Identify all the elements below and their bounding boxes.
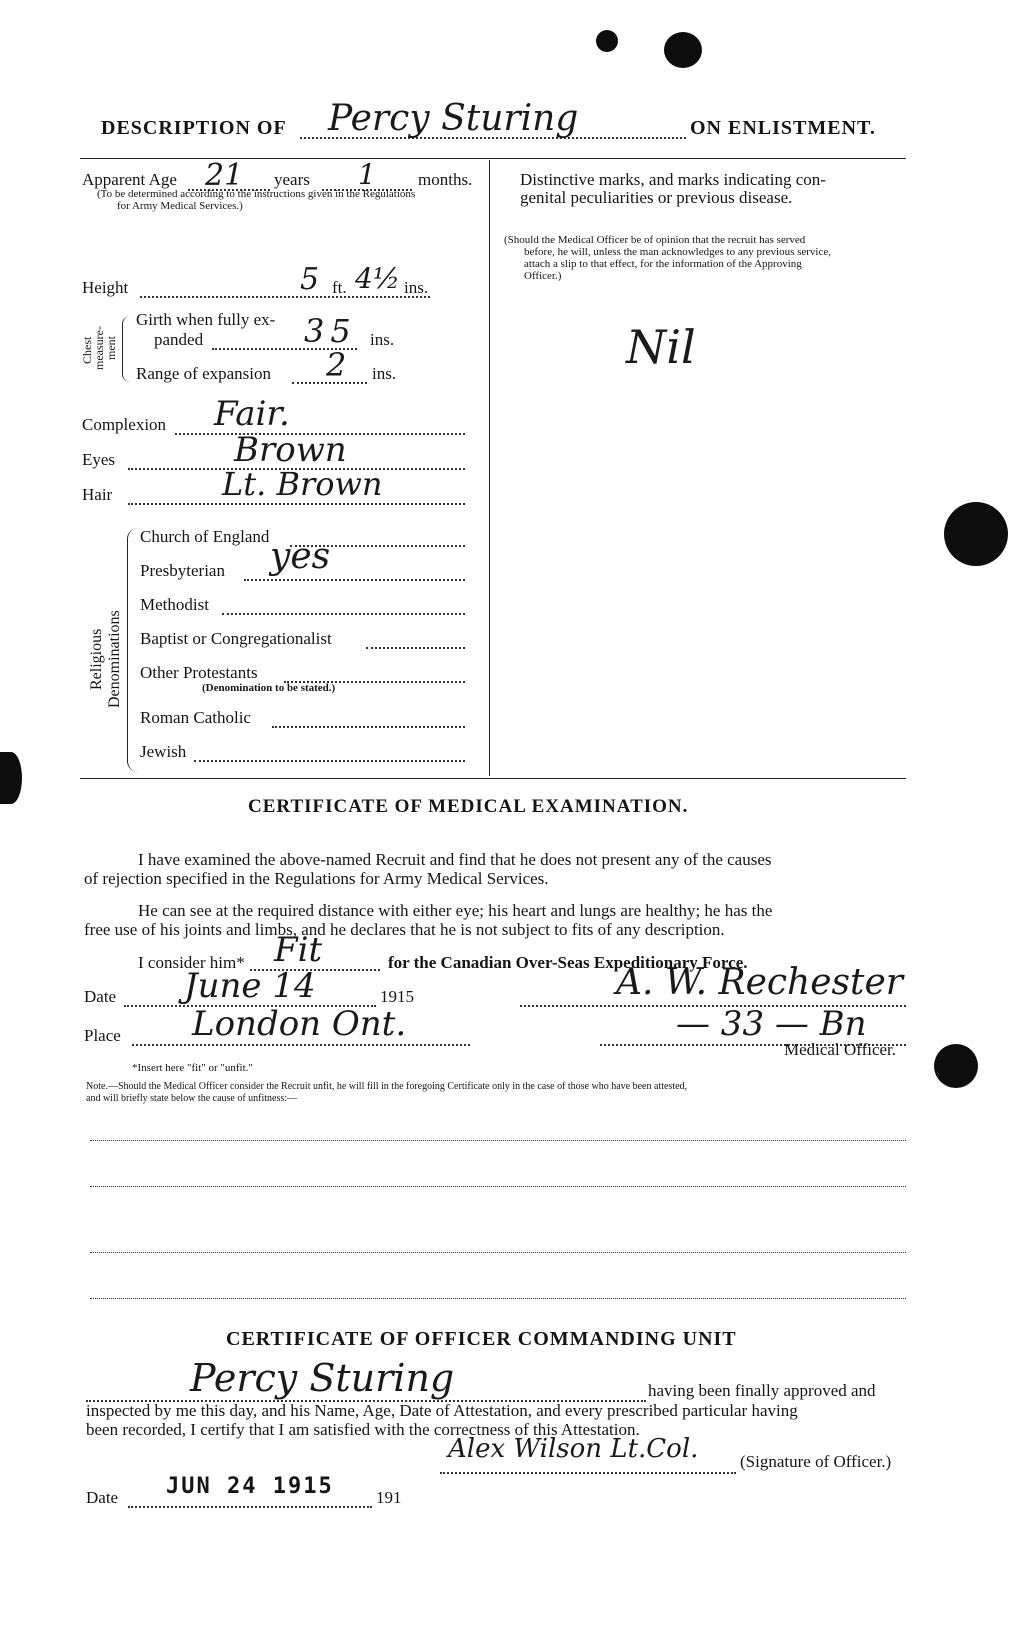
height-ft-label: ft. <box>332 278 347 297</box>
age-years-label: years <box>274 170 310 189</box>
marks-note-line3: attach a slip to that effect, for the information of the Approving <box>524 258 802 270</box>
unfitness-line-1 <box>90 1140 906 1141</box>
religion-other: Other Protestants <box>140 663 258 682</box>
marks-heading-line1: Distinctive marks, and marks indicating con- <box>520 170 826 189</box>
religion-jewish: Jewish <box>140 742 187 761</box>
chest-bracket <box>122 316 131 382</box>
religion-roman-catholic-line <box>272 726 465 728</box>
chest-range-unit: ins. <box>372 364 397 383</box>
chest-side-label-2: measure- <box>92 326 106 370</box>
commanding-date-stamp: JUN 24 1915 <box>166 1474 334 1499</box>
chest-range-label: Range of expansion <box>136 364 272 383</box>
medical-place-line <box>132 1044 470 1046</box>
medical-year-printed: 1915 <box>380 987 414 1006</box>
age-note-line2: for Army Medical Services.) <box>117 200 243 212</box>
height-line <box>140 296 430 298</box>
marks-heading-line2: genital peculiarities or previous disease. <box>520 188 793 207</box>
medical-date-value: June 14 <box>184 966 316 1006</box>
medical-footnote1: *Insert here "fit" or "unfit." <box>132 1062 253 1074</box>
commanding-name-value: Percy Sturing <box>190 1356 455 1400</box>
eyes-label: Eyes <box>82 450 116 469</box>
header-name-handwritten: Percy Sturing <box>328 98 579 139</box>
marks-note-line4: Officer.) <box>524 270 562 282</box>
height-label: Height <box>82 278 129 297</box>
medical-place-label: Place <box>84 1026 121 1045</box>
age-months-label: months. <box>418 170 473 189</box>
commanding-heading: CERTIFICATE OF OFFICER COMMANDING UNIT <box>226 1328 737 1350</box>
medical-fit-value: Fit <box>274 930 323 970</box>
chest-side-label-1: Chest <box>80 336 94 364</box>
medical-consider-suffix: for the Canadian Over-Seas Expeditionary Force. <box>388 953 748 972</box>
religion-presbyterian-line <box>244 579 465 581</box>
column-divider <box>489 160 490 776</box>
medical-footnote2-line1: Note.—Should the Medical Officer consider the Recruit unfit, he will fill in the foregoing Certificate only in the case of those who have been attested, <box>86 1081 688 1092</box>
complexion-value: Fair. <box>214 394 290 434</box>
age-months-value: 1 <box>358 158 376 191</box>
header-suffix: ON ENLISTMENT. <box>690 117 876 139</box>
medical-place-value: London Ont. <box>192 1004 407 1044</box>
age-label: Apparent Age <box>82 170 177 189</box>
marks-note-line1: (Should the Medical Officer be of opinion that the recruit has served <box>504 234 806 246</box>
ink-blot <box>664 32 702 68</box>
unfitness-line-3 <box>90 1252 906 1253</box>
complexion-label: Complexion <box>82 415 167 434</box>
hair-value: Lt. Brown <box>222 465 383 503</box>
religion-methodist-line <box>222 613 465 615</box>
section-rule-1 <box>80 778 906 779</box>
age-note-line1: (To be determined according to the instructions given in the Regulations <box>97 188 416 200</box>
medical-heading: CERTIFICATE OF MEDICAL EXAMINATION. <box>248 796 689 817</box>
height-feet: 5 <box>300 262 320 297</box>
religion-bracket <box>127 528 138 772</box>
hair-label: Hair <box>82 485 113 504</box>
eyes-value: Brown <box>234 430 347 470</box>
commanding-signature-label: (Signature of Officer.) <box>740 1452 892 1471</box>
commanding-signature-line <box>440 1472 736 1474</box>
medical-signature-line2: — 33 — Bn <box>676 1004 867 1044</box>
commanding-text-line3: been recorded, I certify that I am satisfied with the correctness of this Attestation. <box>86 1420 640 1439</box>
hair-line <box>128 503 465 505</box>
religion-jewish-line <box>194 760 465 762</box>
chest-girth-unit: ins. <box>370 330 395 349</box>
medical-para2-line2: free use of his joints and limbs, and he declares that he is not subject to fits of any description. <box>84 920 725 939</box>
commanding-signature-value: Alex Wilson Lt.Col. <box>448 1434 699 1464</box>
ink-blot <box>596 30 618 52</box>
height-inches: 4½ <box>355 262 400 295</box>
unfitness-line-4 <box>90 1298 906 1299</box>
ink-blot <box>944 502 1008 566</box>
chest-girth-label-2: panded <box>154 330 204 349</box>
chest-side-label-3: ment <box>104 336 118 360</box>
religion-baptist: Baptist or Congregationalist <box>140 629 332 648</box>
medical-footnote2-line2: and will briefly state below the cause of unfitness:— <box>86 1093 298 1104</box>
marks-note-line2: before, he will, unless the man acknowledges to any previous service, <box>524 246 831 258</box>
chest-girth-value: 35 <box>304 312 357 350</box>
religion-presbyterian: Presbyterian <box>140 561 225 580</box>
chest-girth-label-1: Girth when fully ex- <box>136 310 276 329</box>
medical-signature-line1: A. W. Rechester <box>616 962 903 1003</box>
header-rule <box>80 158 906 159</box>
age-years-value: 21 <box>205 158 244 193</box>
medical-para1-line1: I have examined the above-named Recruit and find that he does not present any of the causes <box>138 850 772 869</box>
medical-officer-label: Medical Officer. <box>784 1040 897 1059</box>
header-prefix: DESCRIPTION OF <box>101 117 287 139</box>
religion-presbyterian-value: yes <box>270 536 331 577</box>
medical-date-label: Date <box>84 987 117 1006</box>
medical-para1-line2: of rejection specified in the Regulations for Army Medical Services. <box>84 869 549 888</box>
commanding-date-line <box>128 1506 372 1508</box>
ink-blot <box>934 1044 978 1088</box>
chest-range-value: 2 <box>326 346 347 384</box>
commanding-text-line2: inspected by me this day, and his Name, Age, Date of Attestation, and every prescribed particular having <box>86 1401 798 1420</box>
medical-para2-line1: He can see at the required distance with either eye; his heart and lungs are healthy; he has the <box>138 901 773 920</box>
commanding-text-line1-suffix: having been finally approved and <box>648 1381 876 1400</box>
religion-side-label-1: Religious <box>88 628 105 690</box>
religion-baptist-line <box>366 647 465 649</box>
unfitness-line-2 <box>90 1186 906 1187</box>
commanding-date-printed: 191 <box>376 1488 402 1507</box>
medical-consider-prefix: I consider him* <box>138 953 245 972</box>
height-ins-label: ins. <box>404 278 429 297</box>
religion-roman-catholic: Roman Catholic <box>140 708 251 727</box>
marks-value: Nil <box>626 320 696 374</box>
religion-other-note: (Denomination to be stated.) <box>202 682 336 694</box>
commanding-date-label: Date <box>86 1488 119 1507</box>
religion-church-of-england: Church of England <box>140 527 270 546</box>
religion-side-label-2: Denominations <box>106 610 123 708</box>
ink-blot <box>0 752 22 804</box>
religion-methodist: Methodist <box>140 595 209 614</box>
